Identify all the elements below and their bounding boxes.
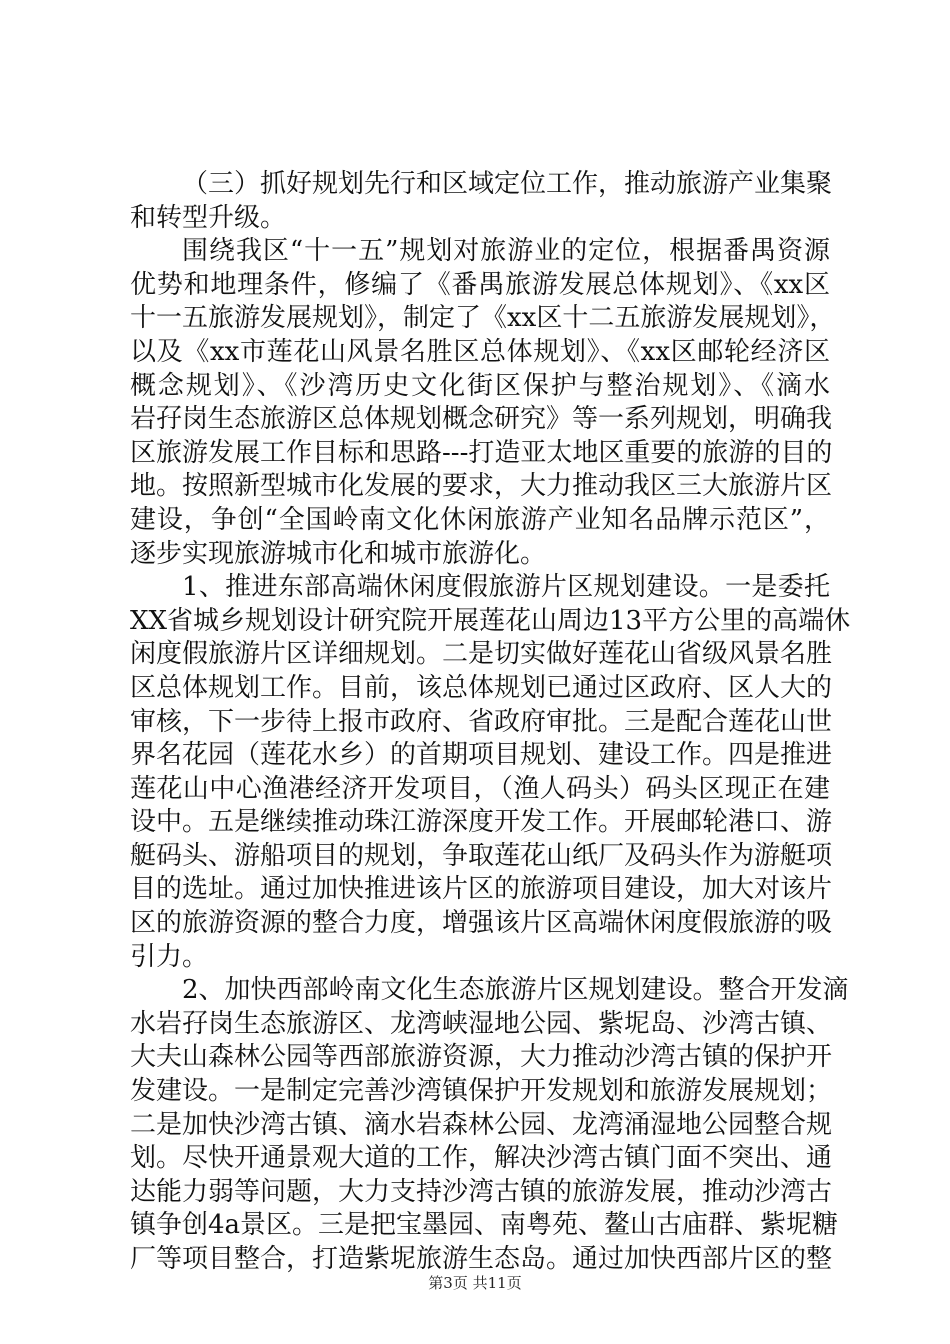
text-line: 艇码头、游船项目的规划，争取莲花山纸厂及码头作为游艇项 [130, 840, 833, 871]
text-line: 水岩孖岗生态旅游区、龙湾峡湿地公园、紫坭岛、沙湾古镇、 [130, 1008, 833, 1039]
text-line: 和转型升级。 [130, 202, 287, 233]
text-line: 划。尽快开通景观大道的工作，解决沙湾古镇门面不突出、通 [130, 1143, 833, 1174]
text-line: 区的旅游资源的整合力度，增强该片区高端休闲度假旅游的吸 [130, 908, 833, 939]
text-line: 镇争创4a景区。三是把宝墨园、南粤苑、鳌山古庙群、紫坭糖 [130, 1210, 839, 1241]
text-line: 建设，争创“全国岭南文化休闲旅游产业知名品牌示范区”， [130, 504, 830, 535]
text-line: 围绕我区“十一五”规划对旅游业的定位，根据番禺资源 [182, 236, 830, 267]
text-line: XX省城乡规划设计研究院开展莲花山周边13平方公里的高端休 [130, 605, 851, 636]
text-line: 二是加快沙湾古镇、滴水岩森林公园、龙湾涌湿地公园整合规 [130, 1109, 833, 1140]
text-line: 大夫山森林公园等西部旅游资源，大力推动沙湾古镇的保护开 [130, 1042, 833, 1073]
text-line: 逐步实现旅游城市化和城市旅游化。 [130, 538, 547, 569]
text-line: 引力。 [130, 941, 209, 972]
page-footer: 第3页 共11页 [428, 1274, 522, 1292]
text-line: 界名花园（莲花水乡）的首期项目规划、建设工作。四是推进 [130, 740, 833, 771]
text-line: 2、加快西部岭南文化生态旅游片区规划建设。整合开发滴 [182, 975, 849, 1006]
text-line: 厂等项目整合，打造紫坭旅游生态岛。通过加快西部片区的整 [130, 1244, 833, 1274]
text-line: 以及《xx市莲花山风景名胜区总体规划》、《xx区邮轮经济区 [130, 336, 830, 367]
text-line: （三）抓好规划先行和区域定位工作，推动旅游产业集聚 [182, 169, 833, 199]
text-line: 区旅游发展工作目标和思路---打造亚太地区重要的旅游的目的 [130, 437, 833, 468]
text-line: 岩孖岗生态旅游区总体规划概念研究》等一系列规划，明确我 [130, 404, 833, 435]
text-line: 概念规划》、《沙湾历史文化街区保护与整治规划》、《滴水 [130, 370, 830, 401]
text-line: 设中。五是继续推动珠江游深度开发工作。开展邮轮港口、游 [130, 807, 833, 838]
text-line: 闲度假旅游片区详细规划。二是切实做好莲花山省级风景名胜 [130, 639, 833, 670]
text-line: 十一五旅游发展规划》，制定了《xx区十二五旅游发展规划》， [130, 303, 836, 334]
text-line: 达能力弱等问题，大力支持沙湾古镇的旅游发展，推动沙湾古 [130, 1176, 833, 1207]
text-line: 发建设。一是制定完善沙湾镇保护开发规划和旅游发展规划； [130, 1076, 833, 1107]
text-line: 区总体规划工作。目前，该总体规划已通过区政府、区人大的 [130, 672, 833, 703]
text-line: 地。按照新型城市化发展的要求，大力推动我区三大旅游片区 [130, 471, 833, 502]
body-text [130, 168, 851, 1277]
text-line: 目的选址。通过加快推进该片区的旅游项目建设，加大对该片 [130, 874, 833, 905]
text-line: 审核，下一步待上报市政府、省政府审批。三是配合莲花山世 [130, 706, 833, 737]
text-line: 莲花山中心渔港经济开发项目，（渔人码头）码头区现正在建 [130, 773, 830, 804]
text-line: 1、推进东部高端休闲度假旅游片区规划建设。一是委托 [182, 572, 830, 603]
text-line: 优势和地理条件，修编了《番禺旅游发展总体规划》、《xx区 [130, 269, 830, 300]
